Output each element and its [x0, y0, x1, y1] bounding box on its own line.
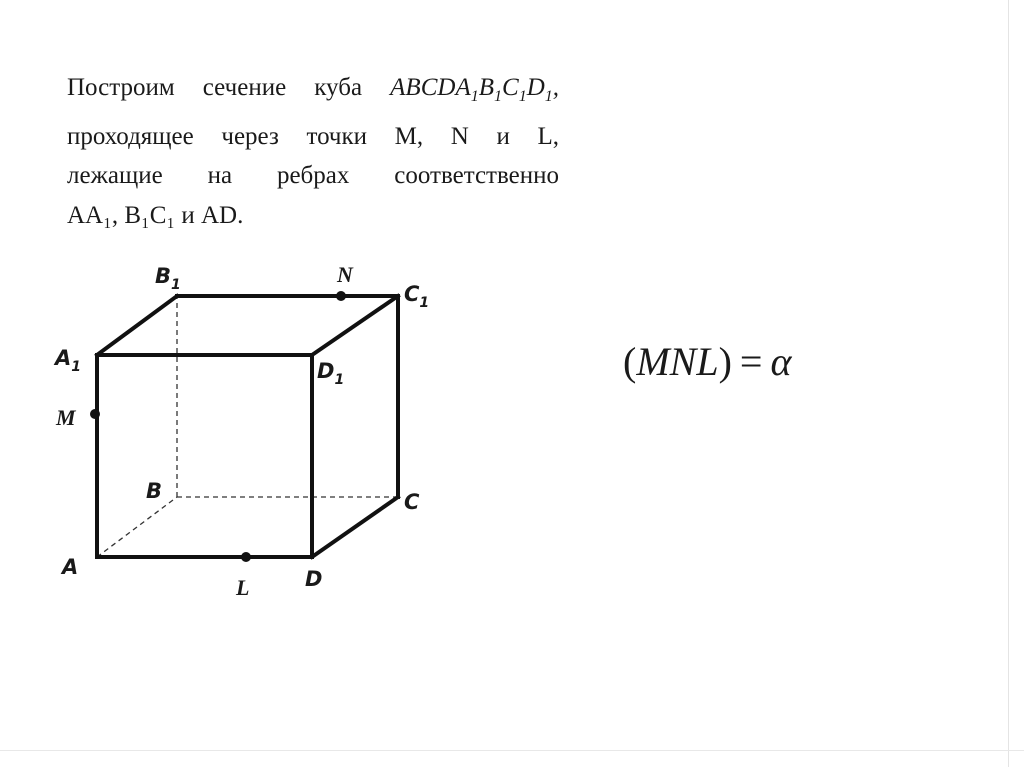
point-label-N: N	[337, 262, 353, 287]
point-L-dot	[241, 552, 251, 562]
problem-line-4: AA₁, B₁C₁ и AD.	[67, 201, 244, 229]
edge-C1D1	[312, 296, 398, 355]
problem-lead: Построим сечение куба	[67, 74, 391, 101]
cube-name: $ABCDA_1B_1C_1D_1$,	[390, 74, 559, 105]
vertex-label-C: C	[404, 490, 420, 514]
formula-equals: =	[739, 339, 763, 384]
problem-line-3: лежащие на ребрах соответственно	[67, 162, 559, 189]
edge-A1B1	[97, 296, 177, 355]
edge-CD	[312, 497, 398, 557]
point-N-dot	[336, 291, 346, 301]
vertex-label-A1: $A_1$	[55, 346, 82, 375]
problem-line-2: проходящее через точки M, N и L,	[67, 122, 559, 150]
edge-AB-hidden	[97, 497, 177, 557]
point-label-L: L	[236, 575, 250, 600]
vertex-label-B: B	[146, 479, 163, 503]
vertex-label-C1: $C_1$	[404, 282, 430, 311]
vertex-label-B1: $B_1$	[155, 264, 181, 293]
point-M-dot	[90, 409, 100, 419]
formula-close-paren: )	[718, 339, 732, 384]
vertex-label-D: D	[305, 567, 323, 591]
formula-open-paren: (	[623, 339, 637, 384]
vertex-label-D1: $D_1$	[317, 359, 345, 388]
formula-alpha: α	[770, 339, 792, 384]
point-label-M: M	[56, 405, 76, 430]
formula-plane-name: MNL	[636, 339, 719, 384]
vertex-label-A: A	[62, 555, 79, 579]
